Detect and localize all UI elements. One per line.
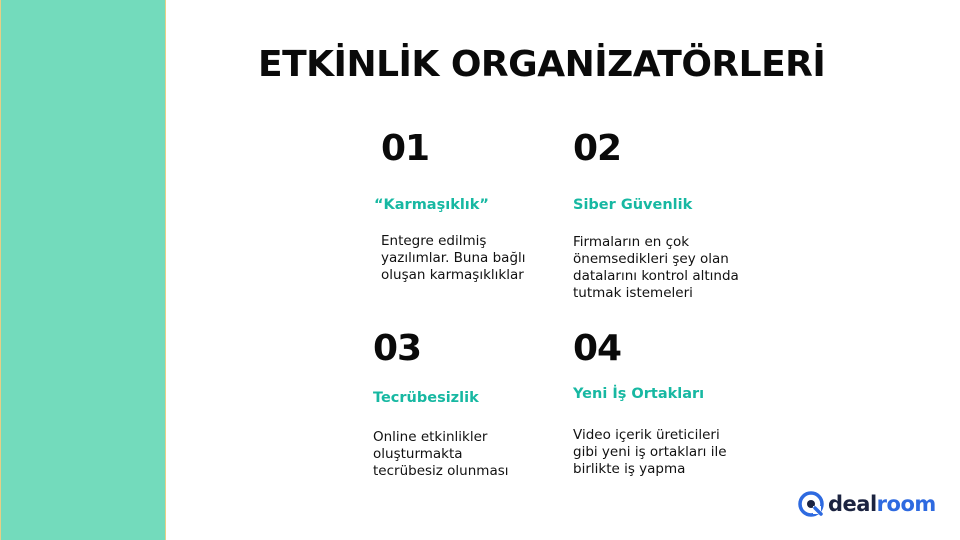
logo-text-room: room bbox=[876, 492, 936, 516]
item-number-03: 03 bbox=[373, 328, 422, 369]
item-number-04: 04 bbox=[573, 328, 622, 369]
side-accent-panel bbox=[0, 0, 166, 540]
slide-title: ETKİNLİK ORGANİZATÖRLERİ bbox=[258, 44, 826, 85]
item-number-01: 01 bbox=[381, 128, 430, 169]
item-description-04: Video içerik üreticileri gibi yeni iş ortakları ile birlikte iş yapma bbox=[573, 427, 727, 477]
item-description-03: Online etkinlikler oluşturmakta tecrübesiz olunması bbox=[373, 429, 509, 479]
item-description-01: Entegre edilmiş yazılımlar. Buna bağlı oluşan karmaşıklıklar bbox=[381, 233, 526, 283]
item-heading-03: Tecrübesizlik bbox=[373, 390, 479, 406]
item-heading-04: Yeni İş Ortakları bbox=[573, 386, 705, 402]
logo-wordmark bbox=[828, 492, 936, 516]
dealroom-logo-icon bbox=[798, 491, 824, 517]
item-heading-02: Siber Güvenlik bbox=[573, 197, 693, 213]
dealroom-logo bbox=[798, 489, 936, 519]
item-description-02: Firmaların en çok önemsedikleri şey olan datalarını kontrol altında tutmak istemeleri bbox=[573, 234, 739, 301]
logo-text-deal: deal bbox=[828, 492, 877, 516]
item-heading-01: “Karmaşıklık” bbox=[374, 197, 489, 213]
item-number-02: 02 bbox=[573, 128, 622, 169]
title-container bbox=[258, 44, 828, 94]
